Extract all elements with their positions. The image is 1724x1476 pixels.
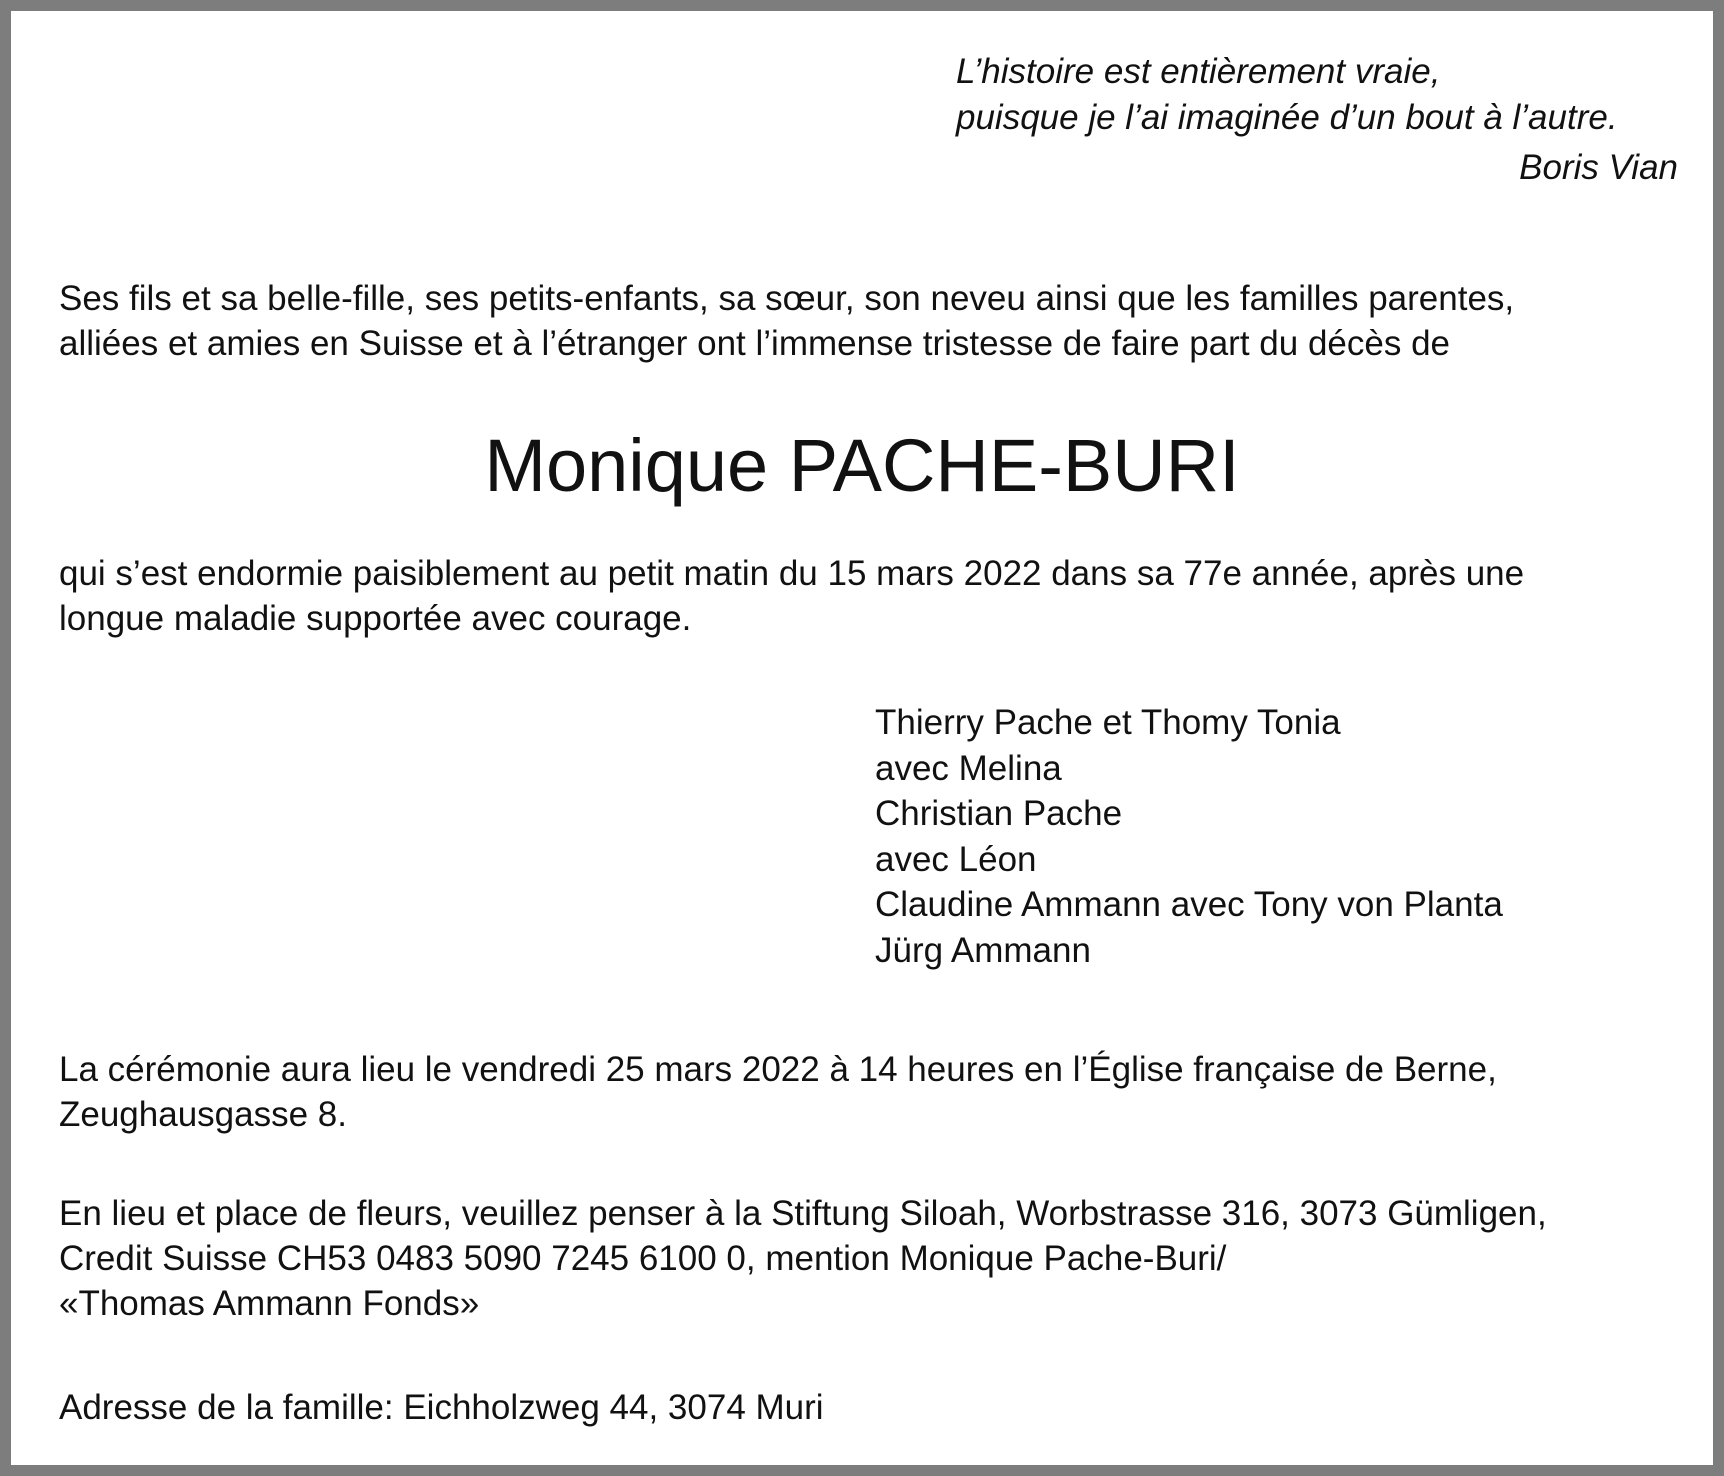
signatory: Claudine Ammann avec Tony von Planta <box>875 885 1503 924</box>
signatories-list <box>875 700 1503 973</box>
signatory: Thierry Pache et Thomy Tonia <box>875 703 1341 742</box>
donation-line: «Thomas Ammann Fonds» <box>59 1284 480 1323</box>
announcement-paragraph <box>59 276 1699 366</box>
signatory: avec Léon <box>875 839 1037 879</box>
deceased-name: Monique PACHE-BURI <box>484 424 1240 507</box>
ceremony-paragraph <box>59 1047 1699 1137</box>
ceremony-line: La cérémonie aura lieu le vendredi 25 mars 2022 à 14 heures en l’Église française de Berne, <box>59 1050 1497 1089</box>
death-notice-line: longue maladie supportée avec courage. <box>59 599 692 638</box>
donation-paragraph <box>59 1191 1699 1326</box>
epigraph <box>956 49 1678 191</box>
family-address-line: Adresse de la famille: Eichholzweg 44, 3074 Muri <box>59 1388 824 1427</box>
donation-line: Credit Suisse CH53 0483 5090 7245 6100 0, mention Monique Pache-Buri/ <box>59 1239 1227 1278</box>
epigraph-author: Boris Vian <box>1519 148 1678 187</box>
epigraph-line: L’histoire est entièrement vraie, <box>956 52 1441 91</box>
announcement-line: Ses fils et sa belle-fille, ses petits-enfants, sa sœur, son neveu ainsi que les familles parentes, <box>59 279 1515 318</box>
signatory: avec Melina <box>875 748 1062 788</box>
death-notice-paragraph <box>59 551 1699 641</box>
ceremony-line: Zeughausgasse 8. <box>59 1095 347 1134</box>
family-address <box>59 1385 1699 1430</box>
epigraph-line: puisque je l’ai imaginée d’un bout à l’autre. <box>956 98 1618 137</box>
signatory: Jürg Ammann <box>875 930 1091 970</box>
signatory: Christian Pache <box>875 794 1123 833</box>
death-notice-line: qui s’est endormie paisiblement au petit matin du 15 mars 2022 dans sa 77e année, après une <box>59 554 1525 593</box>
donation-line: En lieu et place de fleurs, veuillez penser à la Stiftung Siloah, Worbstrasse 316, 3073 Gümligen, <box>59 1194 1547 1233</box>
announcement-line: alliées et amies en Suisse et à l’étranger ont l’immense tristesse de faire part du décès de <box>59 324 1450 363</box>
obituary-card <box>11 11 1713 1465</box>
